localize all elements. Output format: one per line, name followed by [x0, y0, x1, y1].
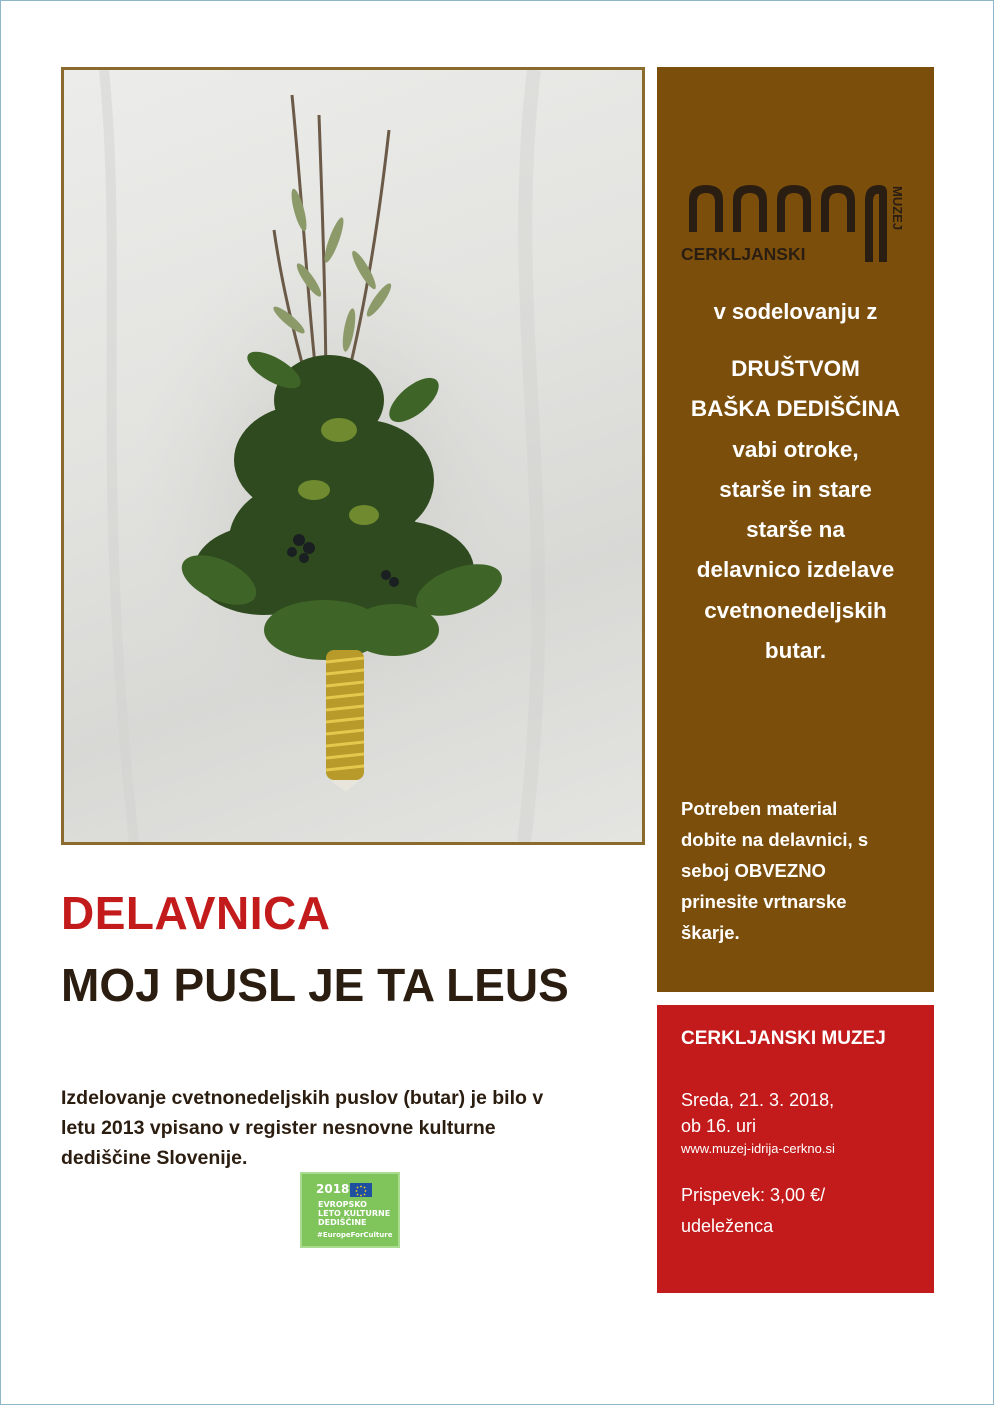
date-line: Sreda, 21. 3. 2018,: [681, 1090, 835, 1110]
badge-line: DEDIŠČINE: [318, 1218, 367, 1227]
badge-text: [318, 1200, 390, 1227]
museum-logo: [679, 182, 914, 267]
badge-hashtag: #EuropeForCulture: [317, 1231, 393, 1239]
event-date: [681, 1087, 834, 1139]
invitation-line: starše in stare: [719, 476, 872, 502]
time-line: ob 16. uri: [681, 1116, 757, 1136]
invitation-line: BAŠKA DEDIŠČINA: [690, 396, 901, 422]
price-info: [681, 1180, 825, 1242]
workshop-title: MOJ PUSL JE TA LEUS: [61, 959, 569, 1011]
invitation-line: cvetnonedeljskih: [704, 597, 887, 623]
collaboration-intro: v sodelovanju z: [713, 299, 878, 324]
material-line: škarje.: [681, 922, 740, 943]
badge-year: 2018: [316, 1182, 350, 1196]
bouquet-illustration: [64, 70, 642, 842]
logo-vertical-word: MUZEJ: [890, 186, 905, 231]
invitation-line: vabi otroke,: [732, 436, 859, 462]
logo-name: CERKLJANSKI: [681, 244, 806, 264]
price-line: udeleženca: [681, 1216, 774, 1236]
invitation-line: butar.: [764, 638, 827, 664]
invitation-line: DRUŠTVOM: [731, 356, 860, 381]
invitation-text: [657, 349, 934, 671]
invitation-panel: [657, 67, 934, 992]
event-info-panel: [657, 1005, 934, 1293]
workshop-kicker: DELAVNICA: [61, 887, 331, 939]
badge-line: LETO KULTURNE: [318, 1209, 391, 1218]
price-line: Prispevek: 3,00 €/: [681, 1185, 826, 1205]
invitation-line: delavnico izdelave: [696, 557, 895, 583]
venue-title: CERKLJANSKI MUZEJ: [681, 1028, 886, 1049]
description-line: dediščine Slovenije.: [61, 1147, 248, 1169]
website-link[interactable]: www.muzej-idrija-cerkno.si: [681, 1141, 835, 1156]
badge-line: EVROPSKO: [318, 1200, 367, 1209]
material-line: seboj OBVEZNO: [681, 860, 826, 881]
invitation-line: starše na: [746, 517, 845, 543]
heritage-description: [61, 1083, 621, 1173]
eu-flag-icon: [350, 1183, 372, 1197]
bouquet-photo: [61, 67, 645, 845]
description-line: Izdelovanje cvetnonedeljskih puslov (butar) je bilo v: [61, 1087, 544, 1109]
material-note: [681, 793, 921, 948]
description-line: letu 2013 vpisano v register nesnovne kulturne: [61, 1117, 496, 1139]
material-line: Potreben material: [681, 798, 838, 819]
material-line: prinesite vrtnarske: [681, 891, 847, 912]
european-heritage-year-badge: [300, 1172, 400, 1248]
material-line: dobite na delavnici, s: [681, 829, 869, 850]
